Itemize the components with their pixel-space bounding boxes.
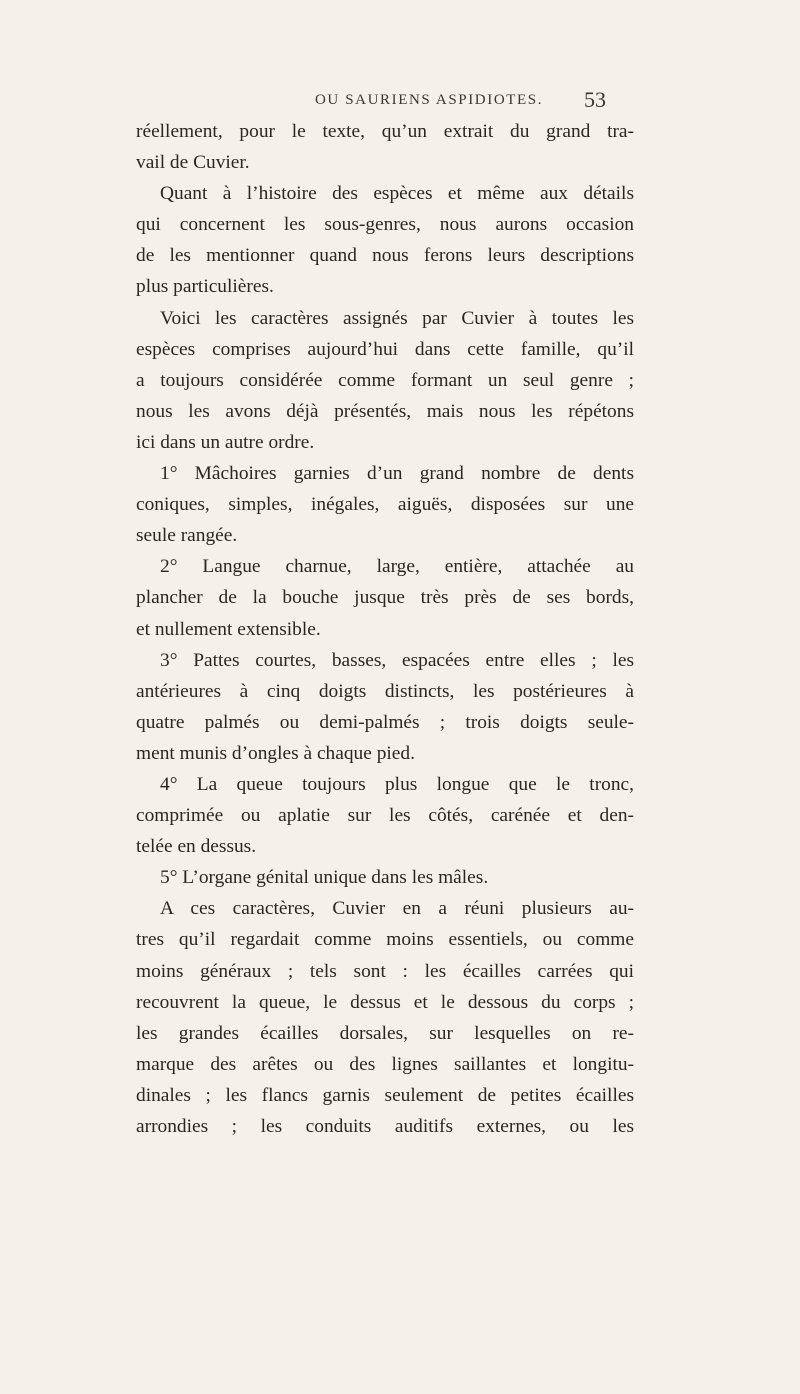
text-line: 1° Mâchoires garnies d’un grand nombre de dents [160, 463, 634, 485]
running-title: OU SAURIENS ASPIDIOTES. [315, 92, 544, 108]
text-line: Voici les caractères assignés par Cuvier à toutes les [160, 307, 634, 329]
text-line: moins généraux ; tels sont : les écailles carrées qui [136, 960, 634, 982]
text-line: A ces caractères, Cuvier en a réuni plusieurs au- [160, 898, 634, 920]
text-line: recouvrent la queue, le dessus et le dessous du corps ; [136, 991, 634, 1013]
text-line: plus particulières. [136, 276, 274, 298]
running-head [0, 88, 800, 118]
text-line: marque des arêtes ou des lignes saillantes et longitu- [136, 1053, 634, 1075]
text-line: 2° Langue charnue, large, entière, attachée au [160, 556, 634, 578]
page-number: 53 [584, 87, 606, 112]
text-line: de les mentionner quand nous ferons leurs descriptions [136, 245, 634, 267]
text-line: ici dans un autre ordre. [136, 431, 315, 453]
text-line: nous les avons déjà présentés, mais nous les répétons [136, 400, 634, 422]
text-line: vail de Cuvier. [136, 152, 250, 174]
text-line: arrondies ; les conduits auditifs externes, ou les [136, 1116, 634, 1137]
text-line: tres qu’il regardait comme moins essentiels, ou comme [136, 929, 634, 951]
text-line: comprimée ou aplatie sur les côtés, carénée et den- [136, 805, 634, 827]
text-line: espèces comprises aujourd’hui dans cette famille, qu’il [136, 338, 634, 360]
text-line: plancher de la bouche jusque très près de ses bords, [136, 587, 634, 609]
text-line: réellement, pour le texte, qu’un extrait du grand tra- [136, 121, 634, 142]
text-line: telée en dessus. [136, 836, 257, 858]
text-line: Quant à l’histoire des espèces et même aux détails [160, 183, 634, 205]
text-line: quatre palmés ou demi-palmés ; trois doigts seule- [136, 711, 634, 733]
text-line: a toujours considérée comme formant un seul genre ; [136, 369, 634, 391]
text-line: 5° L’organe génital unique dans les mâles. [160, 867, 489, 889]
body-text [136, 116, 634, 1142]
text-line: coniques, simples, inégales, aiguës, disposées sur une [136, 494, 634, 516]
text-line: et nullement extensible. [136, 618, 321, 640]
text-line: dinales ; les flancs garnis seulement de petites écailles [136, 1084, 634, 1106]
text-line: ment munis d’ongles à chaque pied. [136, 742, 415, 764]
text-line: antérieures à cinq doigts distincts, les postérieures à [136, 680, 634, 702]
text-line: 3° Pattes courtes, basses, espacées entre elles ; les [160, 649, 634, 671]
text-line: qui concernent les sous-genres, nous aurons occasion [136, 214, 634, 236]
text-line: 4° La queue toujours plus longue que le tronc, [160, 773, 634, 795]
text-line: seule rangée. [136, 525, 238, 547]
text-line: les grandes écailles dorsales, sur lesquelles on re- [136, 1022, 634, 1044]
